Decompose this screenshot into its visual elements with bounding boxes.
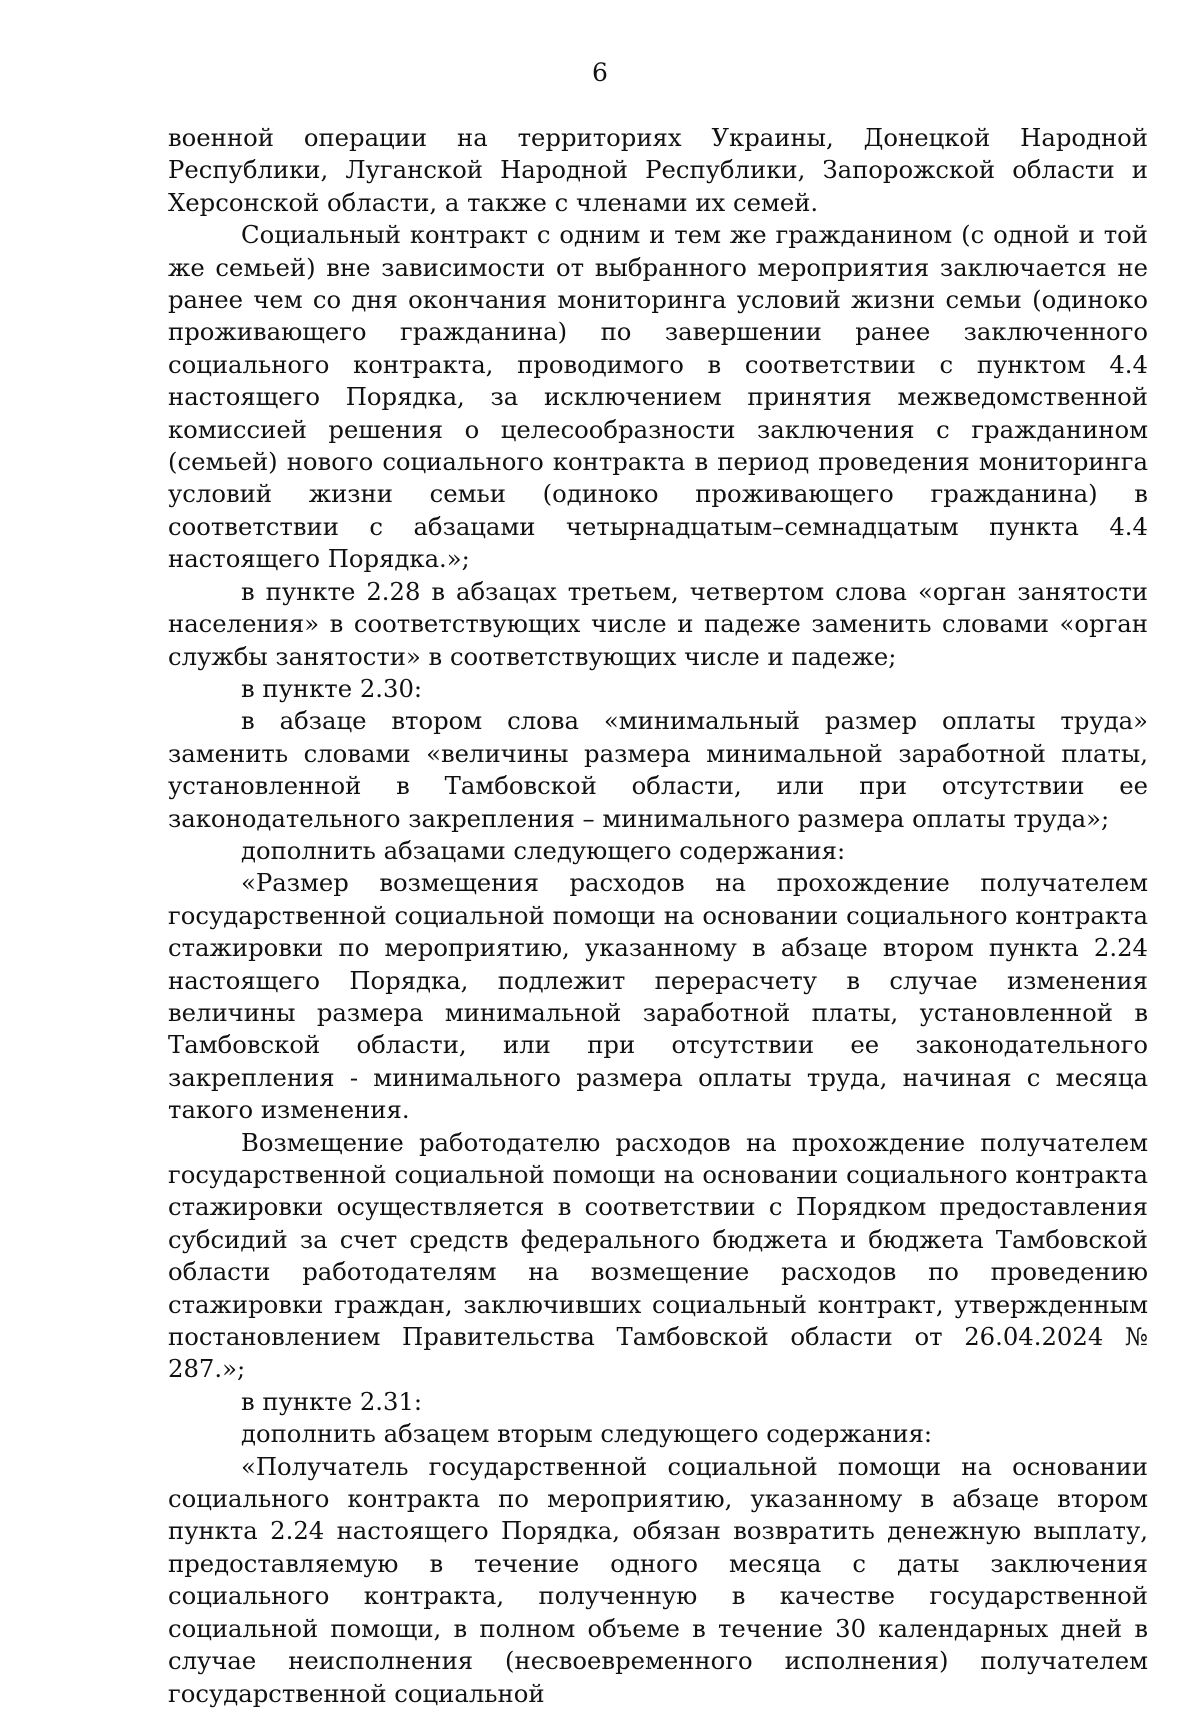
paragraph: военной операции на территориях Украины, Донецкой Народной Республики, Луганской Народной Республики, Запорожской области и Херсонской области, а также с членами их семей. <box>168 123 1148 217</box>
page-number: 6 <box>592 58 608 87</box>
paragraph: в абзаце втором слова «минимальный размер оплаты труда» заменить словами «величины размера минимальной заработной платы, установленной в Тамбовской области, или при отсутствии ее законодательного закрепления – минимального размера оплаты труда»; <box>168 706 1148 833</box>
paragraph: в пункте 2.31: <box>241 1386 423 1416</box>
paragraph: Возмещение работодателю расходов на прохождение получателем государственной социальной помощи на основании социального контракта стажировки осуществляется в соответствии с Порядком предоставления субсидий за счет средств федерального бюджета и бюджета Тамбовской области работодателям на возмещение расходов по проведению стажировки граждан, заключивших социальный контракт, утвержденным постановлением Правительства Тамбовской области от 26.04.2024 № 287.»; <box>168 1127 1148 1384</box>
paragraph: в пункте 2.30: <box>241 673 423 703</box>
paragraph: дополнить абзацем вторым следующего содержания: <box>241 1419 933 1449</box>
paragraph: «Размер возмещения расходов на прохождение получателем государственной социальной помощи на основании социального контракта стажировки по мероприятию, указанному в абзаце втором пункта 2.24 настоящего Порядка, подлежит перерасчету в случае изменения величины размера минимальной заработной платы, установленной в Тамбовской области, или при отсутствии ее законодательного закрепления - минимального размера оплаты труда, начиная с месяца такого изменения. <box>168 868 1148 1125</box>
paragraph: «Получатель государственной социальной помощи на основании социального контракта по мероприятию, указанному в абзаце втором пункта 2.24 настоящего Порядка, обязан возвратить денежную выплату, предоставляемую в течение одного месяца с даты заключения социального контракта, полученную в качестве государственной социальной помощи, в полном объеме в течение 30 календарных дней в случае неисполнения (несвоевременного исполнения) получателем государственной социальной <box>168 1451 1148 1708</box>
paragraph: в пункте 2.28 в абзацах третьем, четвертом слова «орган занятости населения» в соответствующих числе и падеже заменить словами «орган службы занятости» в соответствующих числе и падеже; <box>168 576 1148 671</box>
paragraph: Социальный контракт с одним и тем же гражданином (с одной и той же семьей) вне зависимости от выбранного мероприятия заключается не ранее чем со дня окончания мониторинга условий жизни семьи (одиноко проживающего гражданина) по завершении ранее заключенного социального контракта, проводимого в соответствии с пунктом 4.4 настоящего Порядка, за исключением принятия межведомственной комиссией решения о целесообразности заключения с гражданином (семьей) нового социального контракта в период проведения мониторинга условий жизни семьи (одиноко проживающего гражданина) в соответствии с абзацами четырнадцатым–семнадцатым пункта 4.4 настоящего Порядка.»; <box>168 220 1148 574</box>
document-body <box>168 122 1148 1710</box>
paragraph: дополнить абзацами следующего содержания: <box>241 835 846 865</box>
